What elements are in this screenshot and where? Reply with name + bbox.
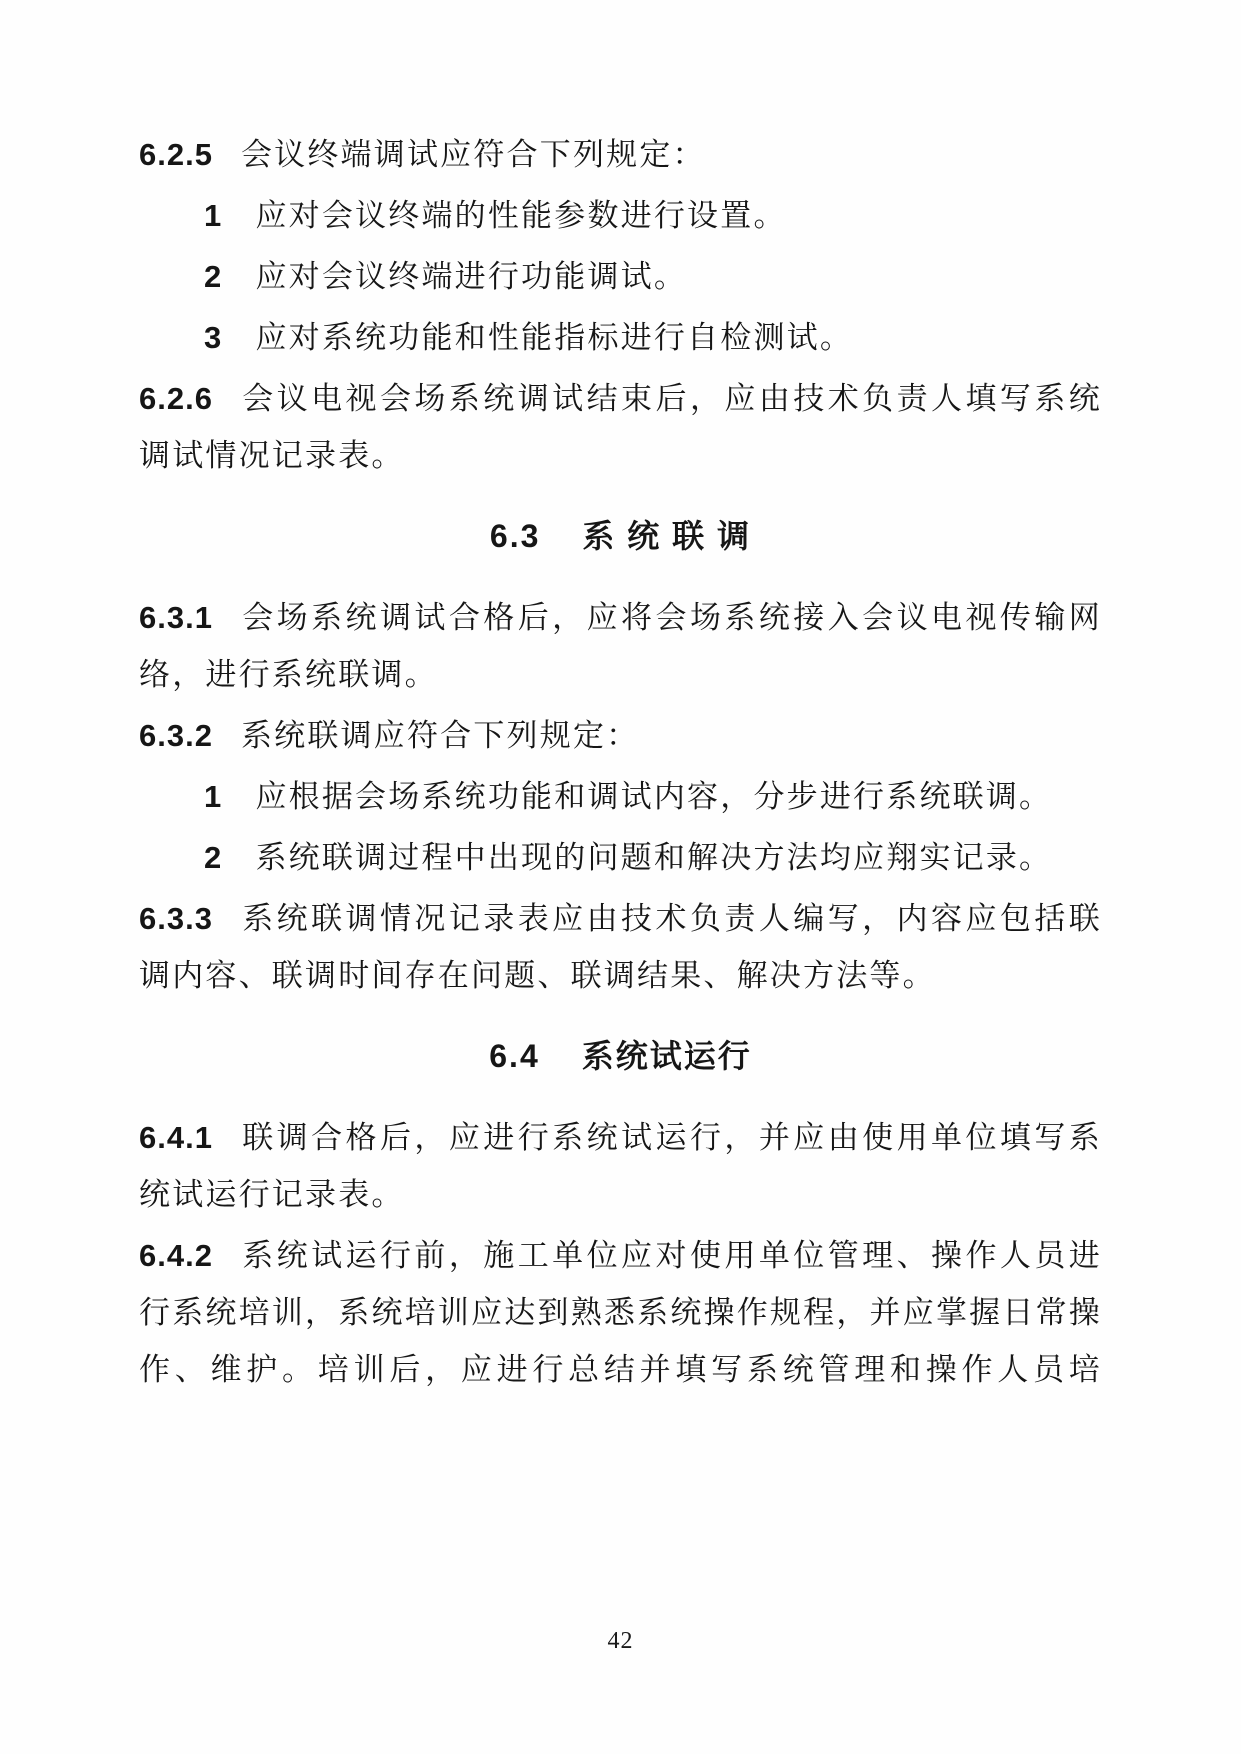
heading-text: 系 统 联 调 <box>582 518 752 554</box>
list-item-1 <box>139 768 1102 825</box>
clause-number: 6.2.6 <box>139 381 213 416</box>
item-number: 2 <box>204 259 224 294</box>
clause-number: 6.3.2 <box>139 718 213 753</box>
item-number: 2 <box>204 840 224 875</box>
clause-text: 会议电视会场系统调试结束后，应由技术负责人填写系统调试情况记录表。 <box>139 381 1102 473</box>
clause-6-2-6 <box>139 370 1102 484</box>
item-text: 系统联调过程中出现的问题和解决方法均应翔实记录。 <box>255 840 1053 875</box>
clause-text: 会议终端调试应符合下列规定： <box>240 137 706 172</box>
item-number: 1 <box>204 779 224 814</box>
clause-number: 6.2.5 <box>139 137 213 172</box>
clause-6-3-2 <box>139 707 1102 764</box>
clause-6-2-5 <box>139 126 1102 183</box>
list-item-3 <box>139 309 1102 366</box>
clause-6-3-3 <box>139 890 1102 1004</box>
clause-number: 6.4.2 <box>139 1238 213 1273</box>
clause-number: 6.3.1 <box>139 600 213 635</box>
clause-number: 6.4.1 <box>139 1120 213 1155</box>
item-text: 应对会议终端进行功能调试。 <box>255 259 688 294</box>
clause-text: 会场系统调试合格后，应将会场系统接入会议电视传输网络，进行系统联调。 <box>139 600 1102 692</box>
clause-6-4-1 <box>139 1109 1102 1223</box>
clause-text: 系统试运行前，施工单位应对使用单位管理、操作人员进行系统培训，系统培训应达到熟悉系统操作规程，并应掌握日常操作、维护。培训后，应进行总结并填写系统管理和操作人员培 <box>139 1238 1102 1387</box>
clause-number: 6.3.3 <box>139 901 213 936</box>
section-heading-6-4 <box>139 1028 1102 1085</box>
clause-6-3-1 <box>139 589 1102 703</box>
item-number: 3 <box>204 320 224 355</box>
heading-number: 6.3 <box>489 518 541 554</box>
page-number: 42 <box>607 1628 634 1654</box>
clause-6-4-2 <box>139 1227 1102 1398</box>
clause-text: 联调合格后，应进行系统试运行，并应由使用单位填写系统试运行记录表。 <box>139 1120 1102 1212</box>
heading-text: 系统试运行 <box>581 1038 752 1074</box>
item-text: 应对系统功能和性能指标进行自检测试。 <box>255 320 854 355</box>
list-item-2 <box>139 248 1102 305</box>
page-content <box>139 126 1102 1398</box>
list-item-1 <box>139 187 1102 244</box>
item-number: 1 <box>204 198 224 233</box>
list-item-2 <box>139 829 1102 886</box>
section-heading-6-3 <box>139 508 1102 565</box>
heading-number: 6.4 <box>489 1038 540 1074</box>
item-text: 应根据会场系统功能和调试内容，分步进行系统联调。 <box>255 779 1053 814</box>
item-text: 应对会议终端的性能参数进行设置。 <box>255 198 787 233</box>
clause-text: 系统联调情况记录表应由技术负责人编写，内容应包括联调内容、联调时间存在问题、联调结果、解决方法等。 <box>139 901 1102 993</box>
clause-text: 系统联调应符合下列规定： <box>240 718 640 753</box>
